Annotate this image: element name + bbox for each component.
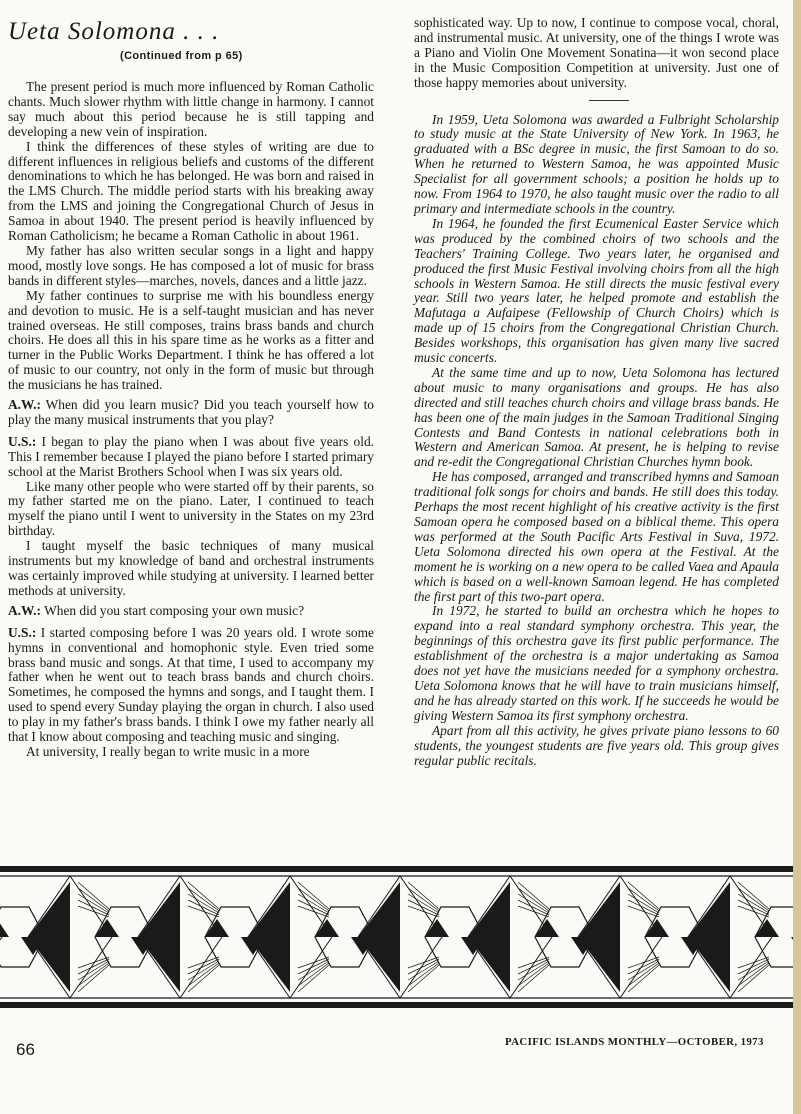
band-triangle — [578, 882, 620, 992]
left-column — [8, 80, 374, 760]
band-triangle — [688, 882, 730, 992]
band-triangle — [0, 919, 9, 937]
band-hatch — [298, 882, 329, 909]
body-paragraph: The present period is much more influenced by Roman Catholic chants. Much slower rhythm with little change in harmony. I cannot say much about this period because he is still tapping and developing a new vein of inspiration. — [8, 79, 374, 139]
band-triangle — [645, 919, 669, 937]
band-hatch — [738, 965, 769, 992]
continued-note: (Continued from p 65) — [120, 50, 243, 62]
body-paragraph: My father continues to surprise me with his boundless energy and devotion to music. He is a self-taught musician and has never trained overseas. He still composes, trains brass bands and church choirs. He does all this in his spare time as he works as a fitter and turner in the Public Works Department. I think he has offered a lot of music to our country, not only in the form of music but through the musicians he has trained. — [8, 287, 374, 393]
band-triangle — [755, 919, 779, 937]
biography-paragraph: At the same time and up to now, Ueta Solomona has lectured about music to many organisations and groups. He has also directed and still teaches church choirs and village brass bands. He has been one of the main judges in the Samoan Traditional Singing Contests and Band Contests in national celebrations both in Western and American Samoa. At present, he is helping to revise and re-edit the Congregational Christian Churches hymn book. — [414, 364, 779, 470]
band-triangle — [425, 919, 449, 937]
band-border-top — [0, 866, 801, 872]
speaker-label: A.W.: — [8, 602, 41, 618]
page-edge — [793, 0, 801, 1114]
band-triangle — [28, 882, 70, 992]
article-title: Ueta Solomona . . . — [8, 18, 220, 45]
biography-paragraph: In 1972, he started to build an orchestra which he hopes to expand into a real standard symphony orchestra. This year, the beginnings of this orchestra gave its first public performance. The establishment of the orchestra is a major undertaking as Samoa does not yet have the musicians needed for a symphony orchestra. Ueta Solomona knows that he will have to train musicians himself, and he has already started on this work. If he succeeds he would be giving Western Samoa its first symphony orchestra. — [414, 603, 779, 723]
speaker-label: U.S.: — [8, 433, 37, 449]
body-paragraph: I taught myself the basic techniques of many musical instruments but my knowledge of band and orchestral instruments was certainly improved while studying at university. I learned better methods at university. — [8, 538, 374, 598]
right-column — [414, 16, 779, 768]
band-border-bottom — [0, 1002, 801, 1008]
right-intro-paragraph: sophisticated way. Up to now, I continue to compose vocal, choral, and instrumental music. At university, one of the things I wrote was a Piano and Violin One Movement Sonatina—it won second place in the Music Composition Competition at university. Just one of those happy memories about university. — [414, 15, 779, 90]
band-triangle — [315, 919, 339, 937]
band-triangle — [358, 882, 400, 992]
page-number: 66 — [16, 1040, 35, 1059]
answer-text: When did you start composing your own music? — [44, 602, 305, 618]
answer-text: I began to play the piano when I was about five years old. This I remember because I played the piano before I started primary school at the Marist Brothers School when I was six years old. — [8, 433, 374, 479]
band-triangle — [248, 882, 290, 992]
biography-paragraph: In 1959, Ueta Solomona was awarded a Fulbright Scholarship to study music at the State University of New York. In 1963, he graduated with a BSc degree in music, the first Samoan to do so. When he returned to Western Samoa, he was appointed Music Specialist for all government schools; a position he holds up to now. From 1964 to 1970, he also taught music over the radio to all primary and intermediate schools in the country. — [414, 111, 779, 216]
band-triangle — [205, 919, 229, 937]
band-hatch — [78, 882, 109, 909]
band-hatch — [188, 965, 219, 992]
biography-paragraph: In 1964, he founded the first Ecumenical Easter Service which was produced by the combined choirs of two schools and the Teachers' Training College. Two years later, he organised and produced the first Music Festival involving choirs from all the high schools in Western Samoa. He still directs the music festival every year. Still two years later, he helped promote and establish the Mafutaga a Aufaipese (Fellowship of Church Choirs) which is made up of 15 choirs from the Congregational Christian Church. Besides workshops, this organisation has given many live sacred music concerts. — [414, 215, 779, 366]
band-hatch — [298, 965, 329, 992]
body-paragraph: At university, I really began to write music in a more — [26, 743, 310, 759]
tapa-pattern-band — [0, 858, 801, 1016]
interview-exchange — [8, 604, 374, 619]
speaker-label: U.S.: — [8, 624, 37, 640]
body-paragraph: Like many other people who were started off by their parents, so my father started me on the piano. Later, I continued to teach myself the piano until I went to university in the States on my 23rd birthday. — [8, 478, 374, 539]
band-hatch — [738, 882, 769, 909]
band-hatch — [408, 882, 439, 909]
band-hatch — [518, 965, 549, 992]
body-paragraph: I think the differences of these styles of writing are due to different influences in religious beliefs and customs of the different denominations to which he has belonged. He was born and raised in the LMS Church. The middle period starts with his breaking away from the LMS and joining the Congregational Church of Jesus in Samoa in about 1940. The present period is heavily influenced by Roman Catholicism; he became a Roman Catholic in about 1961. — [8, 138, 374, 244]
band-hatch — [518, 882, 549, 909]
band-hatch — [628, 882, 659, 909]
answer-text: When did you learn music? Did you teach yourself how to play the many musical instruments that you play? — [8, 397, 374, 427]
band-triangle — [535, 919, 559, 937]
interview-exchange — [8, 626, 374, 745]
interview-exchange — [8, 398, 374, 428]
answer-text: I started composing before I was 20 years old. I wrote some hymns in conventional and homophonic style. Even tried some brass band music and songs. At that time, I used to accompany my father when he went out to teach brass bands and church choirs. Sometimes, he composed the hymns and songs, and I taught them. I used to spend every Sunday playing the organ in church. I also used to play in my father's brass bands. I think I owe my father nearly all that I know about composing and teaching music and singing. — [8, 624, 374, 745]
section-divider — [589, 100, 629, 101]
band-hatch — [628, 965, 659, 992]
band-hatch — [188, 882, 219, 909]
interview-exchange — [8, 435, 374, 480]
band-triangle — [138, 882, 180, 992]
speaker-label: A.W.: — [8, 397, 41, 413]
band-hatch — [78, 965, 109, 992]
band-hatch — [408, 965, 439, 992]
running-title: PACIFIC ISLANDS MONTHLY—OCTOBER, 1973 — [505, 1036, 764, 1048]
band-triangle — [95, 919, 119, 937]
band-triangle — [468, 882, 510, 992]
biography-paragraph: Apart from all this activity, he gives private piano lessons to 60 students, the youngest students are five years old. This group gives regular public recitals. — [414, 722, 779, 768]
body-paragraph: My father has also written secular songs in a light and happy mood, mostly love songs. He has composed a lot of music for brass bands in different styles—marches, novels, dances and a little jazz. — [8, 242, 374, 288]
biography-section — [414, 113, 779, 769]
biography-paragraph: He has composed, arranged and transcribed hymns and Samoan traditional folk songs for choirs and bands. He still does this today. Perhaps the most recent highlight of his creative activity is the first Samoan opera he composed based on a biblical theme. This opera was performed at the South Pacific Arts Festival in Suva, 1972. Ueta Solomona directed his own opera at the Festival. At the moment he is working on a new opera to be called Vaea and Apaula which is based on a well-known Samoan legend. He has completed the first part of this two-part opera. — [414, 469, 780, 604]
